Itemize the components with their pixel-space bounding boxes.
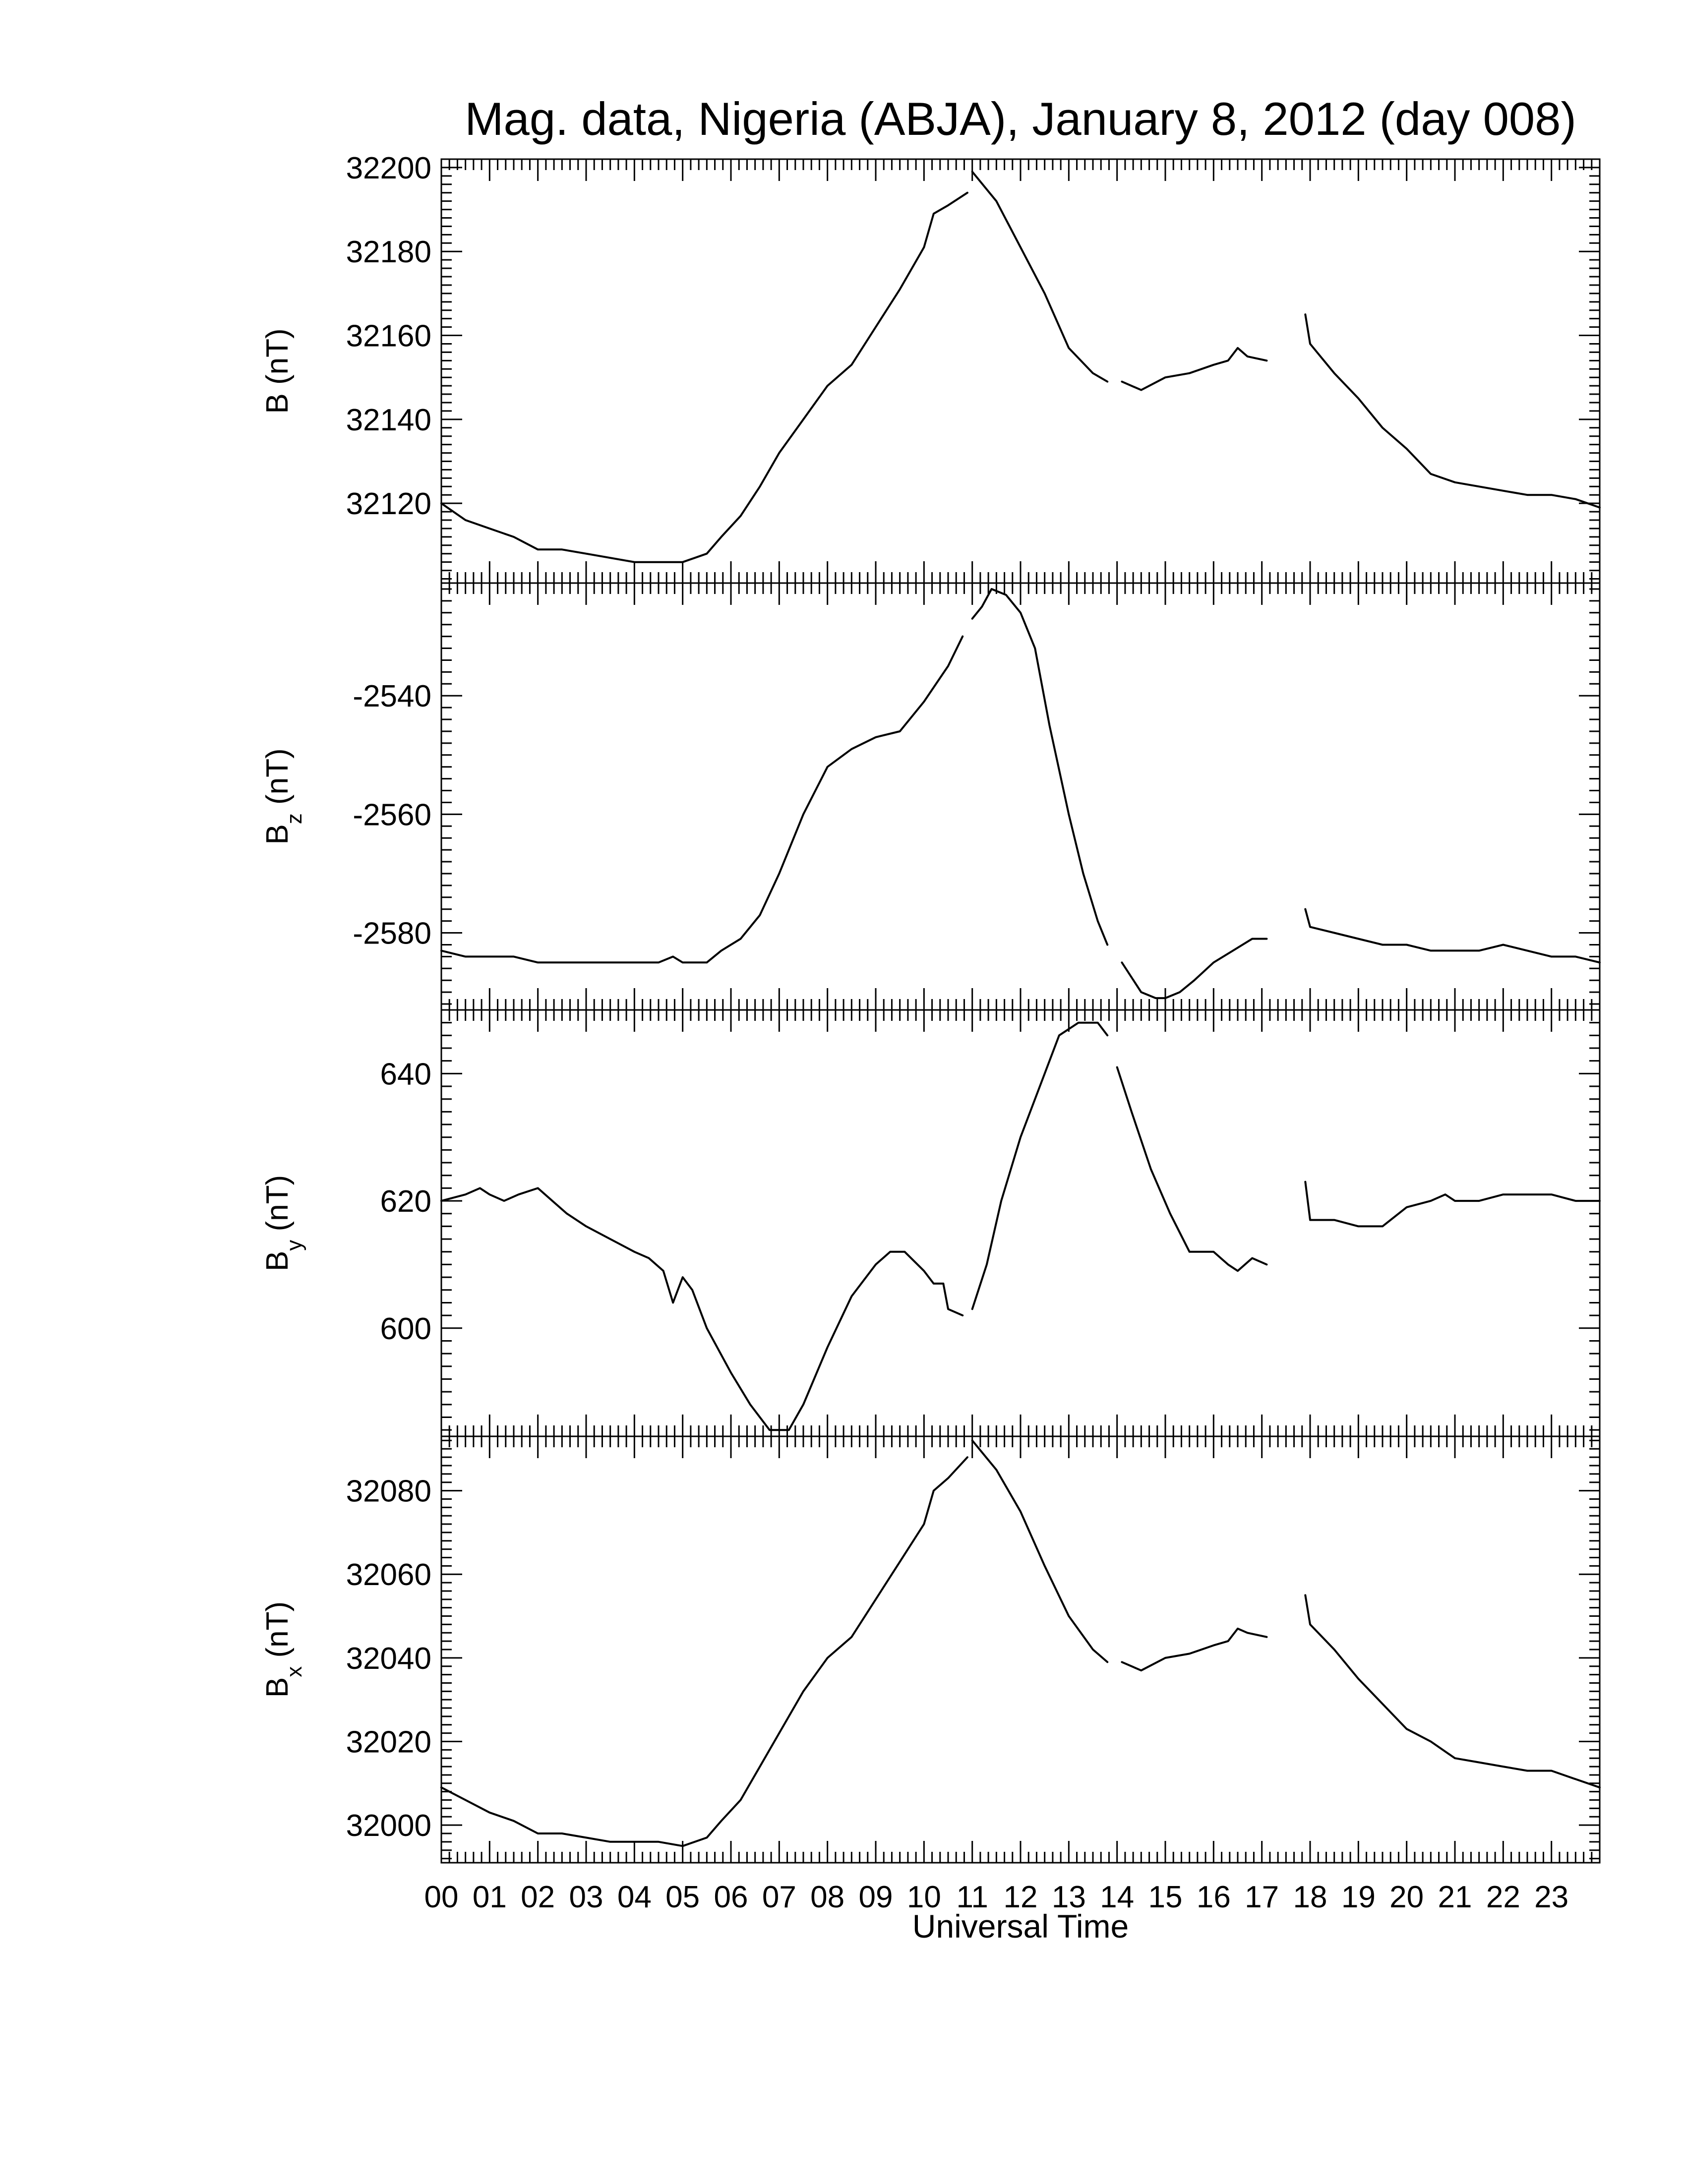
- y-tick-label: -2580: [353, 916, 431, 951]
- x-tick-label: 14: [1100, 1880, 1135, 1914]
- y-tick-label: -2540: [353, 679, 431, 714]
- x-tick-label: 19: [1341, 1880, 1376, 1914]
- y-axis-label-unit: (nT): [260, 1601, 295, 1666]
- x-tick-label: 10: [906, 1880, 941, 1914]
- y-tick-label: 32000: [346, 1809, 431, 1843]
- y-axis-label-subscript: y: [282, 1240, 306, 1251]
- x-tick-label: 01: [472, 1880, 507, 1914]
- y-tick-label: 640: [380, 1057, 431, 1092]
- x-tick-label: 00: [424, 1880, 459, 1914]
- y-tick-label: -2560: [353, 798, 431, 832]
- y-tick-label: 32060: [346, 1558, 431, 1593]
- y-axis-label-unit: (nT): [260, 748, 295, 814]
- y-axis-label-main: B: [260, 1250, 295, 1272]
- x-tick-label: 22: [1486, 1880, 1520, 1914]
- y-tick-label: 32160: [346, 319, 431, 354]
- y-tick-label: 32180: [346, 235, 431, 270]
- y-tick-label: 32040: [346, 1641, 431, 1676]
- x-tick-label: 07: [762, 1880, 796, 1914]
- x-tick-label: 23: [1534, 1880, 1569, 1914]
- y-tick-label: 32200: [346, 151, 431, 185]
- x-tick-label: 03: [569, 1880, 603, 1914]
- x-axis-label: Universal Time: [912, 1908, 1129, 1945]
- x-tick-label: 20: [1389, 1880, 1424, 1914]
- x-tick-label: 02: [521, 1880, 555, 1914]
- y-axis-label-subscript: x: [282, 1666, 306, 1677]
- y-axis-label-main: B: [260, 824, 295, 845]
- x-tick-label: 17: [1245, 1880, 1279, 1914]
- x-tick-label: 16: [1196, 1880, 1231, 1914]
- x-tick-label: 21: [1438, 1880, 1472, 1914]
- x-tick-label: 12: [1003, 1880, 1038, 1914]
- y-tick-label: 32140: [346, 403, 431, 437]
- x-tick-label: 05: [665, 1880, 700, 1914]
- x-tick-label: 13: [1051, 1880, 1086, 1914]
- y-tick-label: 32020: [346, 1725, 431, 1760]
- y-axis-label-subscript: z: [282, 813, 306, 825]
- x-tick-label: 09: [858, 1880, 893, 1914]
- x-tick-label: 18: [1293, 1880, 1327, 1914]
- x-tick-label: 15: [1148, 1880, 1183, 1914]
- panel-1-y-axis-label: B (nT): [260, 328, 295, 414]
- x-tick-label: 08: [810, 1880, 845, 1914]
- x-tick-label: 11: [956, 1880, 988, 1914]
- y-tick-label: 620: [380, 1184, 431, 1219]
- y-axis-label-unit: (nT): [260, 1175, 295, 1240]
- y-tick-label: 32080: [346, 1474, 431, 1509]
- chart-title: Mag. data, Nigeria (ABJA), January 8, 2012 (day 008): [465, 93, 1576, 145]
- x-tick-label: 06: [714, 1880, 748, 1914]
- x-tick-label: 04: [617, 1880, 652, 1914]
- y-tick-label: 32120: [346, 487, 431, 522]
- y-tick-label: 600: [380, 1311, 431, 1346]
- y-axis-label-main: B: [260, 1677, 295, 1698]
